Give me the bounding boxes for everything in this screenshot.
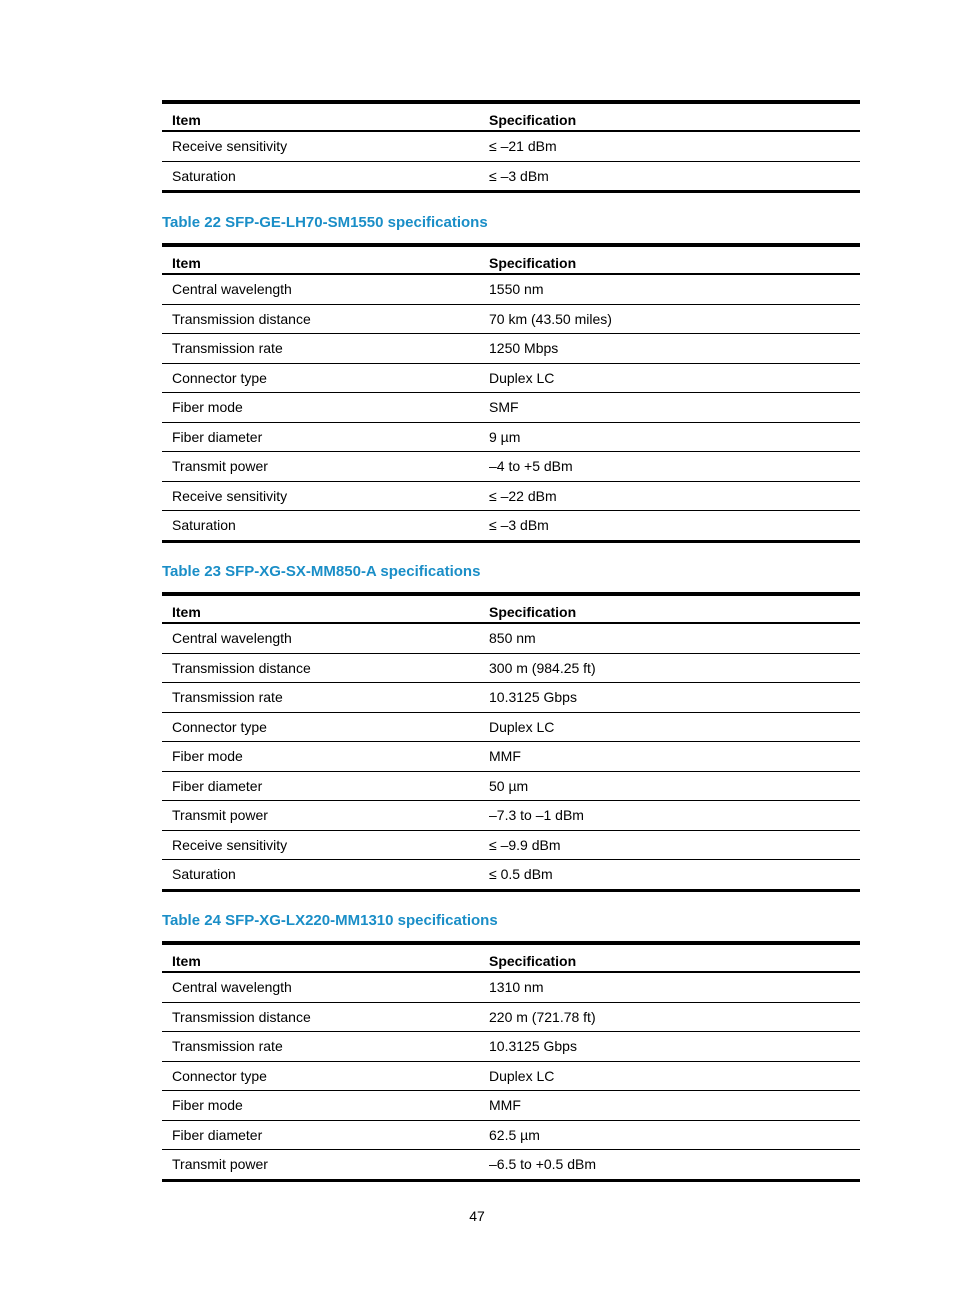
column-header-specification: Specification xyxy=(480,102,860,131)
specification-cell: 62.5 µm xyxy=(480,1120,860,1150)
table-row xyxy=(162,334,860,364)
table-row xyxy=(162,801,860,831)
table-23 xyxy=(162,592,860,892)
item-cell: Fiber diameter xyxy=(162,422,480,452)
table-row xyxy=(162,1120,860,1150)
item-cell: Transmission distance xyxy=(162,1002,480,1032)
specification-cell: 1310 nm xyxy=(480,972,860,1002)
table-row xyxy=(162,1002,860,1032)
page-number: 47 xyxy=(469,1208,485,1224)
specification-cell: ≤ –3 dBm xyxy=(480,511,860,542)
column-header-item: Item xyxy=(162,102,480,131)
column-header-item: Item xyxy=(162,943,480,972)
table-header-row xyxy=(162,245,860,274)
table-row xyxy=(162,131,860,161)
item-cell: Transmission distance xyxy=(162,653,480,683)
column-header-item: Item xyxy=(162,594,480,623)
table-header-row xyxy=(162,102,860,131)
specification-cell: Duplex LC xyxy=(480,1061,860,1091)
table-row xyxy=(162,422,860,452)
specification-cell: 10.3125 Gbps xyxy=(480,683,860,713)
table-row xyxy=(162,830,860,860)
table-row xyxy=(162,860,860,891)
table-row xyxy=(162,511,860,542)
table-row xyxy=(162,304,860,334)
specification-cell: 300 m (984.25 ft) xyxy=(480,653,860,683)
item-cell: Transmit power xyxy=(162,452,480,482)
table-row xyxy=(162,771,860,801)
item-cell: Fiber mode xyxy=(162,393,480,423)
specification-cell: 10.3125 Gbps xyxy=(480,1032,860,1062)
item-cell: Fiber mode xyxy=(162,742,480,772)
spec-table xyxy=(162,941,860,1182)
table-row xyxy=(162,274,860,304)
column-header-specification: Specification xyxy=(480,594,860,623)
spec-table xyxy=(162,243,860,543)
item-cell: Transmission rate xyxy=(162,334,480,364)
specification-cell: ≤ 0.5 dBm xyxy=(480,860,860,891)
table-row xyxy=(162,452,860,482)
column-header-specification: Specification xyxy=(480,245,860,274)
column-header-specification: Specification xyxy=(480,943,860,972)
table-row xyxy=(162,1032,860,1062)
item-cell: Saturation xyxy=(162,860,480,891)
table-22-caption: Table 22 SFP-GE-LH70-SM1550 specifications xyxy=(162,214,488,231)
specification-cell: –6.5 to +0.5 dBm xyxy=(480,1150,860,1181)
table-row xyxy=(162,363,860,393)
table-row xyxy=(162,1061,860,1091)
table-row xyxy=(162,161,860,192)
specification-cell: –4 to +5 dBm xyxy=(480,452,860,482)
specification-cell: 70 km (43.50 miles) xyxy=(480,304,860,334)
item-cell: Transmission distance xyxy=(162,304,480,334)
table-row xyxy=(162,683,860,713)
item-cell: Central wavelength xyxy=(162,623,480,653)
table-header-row xyxy=(162,594,860,623)
table-row xyxy=(162,393,860,423)
specification-cell: 1250 Mbps xyxy=(480,334,860,364)
table-row xyxy=(162,481,860,511)
table-row xyxy=(162,1091,860,1121)
item-cell: Central wavelength xyxy=(162,972,480,1002)
item-cell: Receive sensitivity xyxy=(162,131,480,161)
specification-cell: 1550 nm xyxy=(480,274,860,304)
specification-cell: 50 µm xyxy=(480,771,860,801)
table-header-row xyxy=(162,943,860,972)
item-cell: Transmit power xyxy=(162,1150,480,1181)
specification-cell: 9 µm xyxy=(480,422,860,452)
table-row xyxy=(162,742,860,772)
item-cell: Receive sensitivity xyxy=(162,481,480,511)
item-cell: Receive sensitivity xyxy=(162,830,480,860)
item-cell: Saturation xyxy=(162,161,480,192)
item-cell: Fiber diameter xyxy=(162,1120,480,1150)
table-row xyxy=(162,972,860,1002)
item-cell: Central wavelength xyxy=(162,274,480,304)
item-cell: Transmission rate xyxy=(162,1032,480,1062)
spec-table xyxy=(162,100,860,193)
spec-table-continued xyxy=(162,100,860,193)
table-23-caption: Table 23 SFP-XG-SX-MM850-A specifications xyxy=(162,563,481,580)
specification-cell: ≤ –3 dBm xyxy=(480,161,860,192)
specification-cell: ≤ –9.9 dBm xyxy=(480,830,860,860)
specification-cell: MMF xyxy=(480,742,860,772)
item-cell: Connector type xyxy=(162,363,480,393)
item-cell: Fiber mode xyxy=(162,1091,480,1121)
column-header-item: Item xyxy=(162,245,480,274)
item-cell: Saturation xyxy=(162,511,480,542)
specification-cell: 850 nm xyxy=(480,623,860,653)
specification-cell: MMF xyxy=(480,1091,860,1121)
specification-cell: SMF xyxy=(480,393,860,423)
table-row xyxy=(162,623,860,653)
item-cell: Connector type xyxy=(162,712,480,742)
table-row xyxy=(162,653,860,683)
specification-cell: Duplex LC xyxy=(480,363,860,393)
item-cell: Transmit power xyxy=(162,801,480,831)
specification-cell: ≤ –22 dBm xyxy=(480,481,860,511)
table-row xyxy=(162,712,860,742)
table-22 xyxy=(162,243,860,543)
item-cell: Transmission rate xyxy=(162,683,480,713)
specification-cell: ≤ –21 dBm xyxy=(480,131,860,161)
table-24-caption: Table 24 SFP-XG-LX220-MM1310 specifications xyxy=(162,912,498,929)
item-cell: Connector type xyxy=(162,1061,480,1091)
specification-cell: –7.3 to –1 dBm xyxy=(480,801,860,831)
specification-cell: 220 m (721.78 ft) xyxy=(480,1002,860,1032)
spec-table xyxy=(162,592,860,892)
table-24 xyxy=(162,941,860,1182)
table-row xyxy=(162,1150,860,1181)
item-cell: Fiber diameter xyxy=(162,771,480,801)
specification-cell: Duplex LC xyxy=(480,712,860,742)
